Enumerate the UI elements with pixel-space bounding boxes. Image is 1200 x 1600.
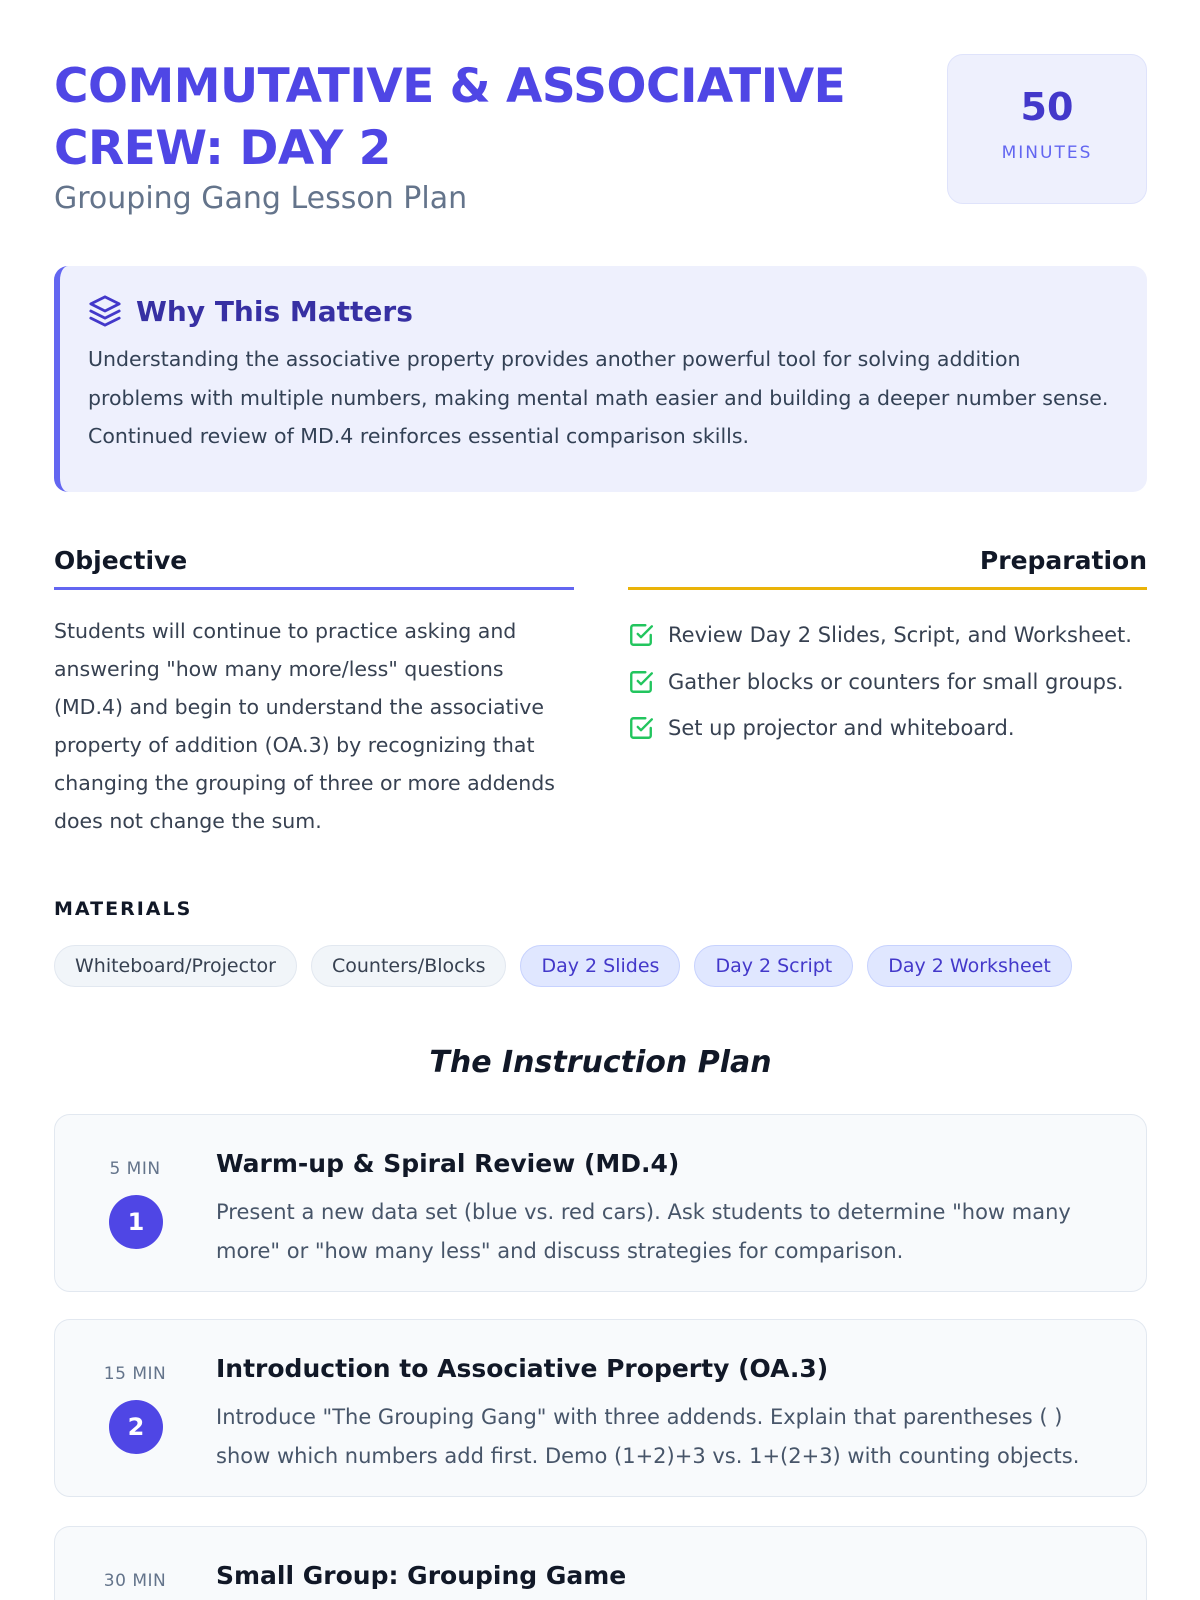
material-link-script[interactable]: Day 2 Script bbox=[694, 945, 853, 987]
preparation-item-text: Review Day 2 Slides, Script, and Worksheet. bbox=[668, 623, 1132, 648]
page-subtitle: Grouping Gang Lesson Plan bbox=[54, 181, 468, 216]
step-description: Introduce "The Grouping Gang" with three addends. Explain that parentheses ( ) show which numbers add first. Demo (1+2)+3 vs. 1+(2+3) with counting objects. bbox=[216, 1405, 1080, 1468]
step-title: Warm-up & Spiral Review (MD.4) bbox=[216, 1149, 680, 1178]
step-number: 1 bbox=[109, 1195, 163, 1249]
plan-step bbox=[54, 1526, 1147, 1600]
why-header bbox=[88, 294, 1117, 328]
why-title: Why This Matters bbox=[136, 294, 413, 328]
preparation-list bbox=[628, 612, 1147, 752]
plan-step bbox=[54, 1114, 1147, 1292]
duration-value: 50 bbox=[1020, 85, 1074, 129]
material-link-worksheet[interactable]: Day 2 Worksheet bbox=[867, 945, 1072, 987]
material-link-slides[interactable]: Day 2 Slides bbox=[520, 945, 680, 987]
why-text: Understanding the associative property provides another powerful tool for solving addition problems with multiple numbers, making mental math easier and building a deeper number sense. Continued review of MD.4 reinforces essential comparison skills. bbox=[88, 347, 1109, 448]
checkbox-checked-icon bbox=[628, 622, 654, 648]
objective-text: Students will continue to practice asking and answering "how many more/less" questions (MD.4) and begin to understand the associative property of addition (OA.3) by recognizing that changing the grouping of three or more addends does not change the sum. bbox=[54, 619, 555, 833]
why-this-matters-callout bbox=[54, 266, 1147, 492]
step-time: 15 MIN bbox=[103, 1364, 167, 1384]
material-chip-whiteboard: Whiteboard/Projector bbox=[54, 945, 297, 987]
preparation-item bbox=[628, 705, 1147, 752]
step-number: 2 bbox=[109, 1400, 163, 1454]
step-description: Present a new data set (blue vs. red cars). Ask students to determine "how many more" or "how many less" and discuss strategies for comparison. bbox=[216, 1200, 1071, 1263]
lesson-plan-page bbox=[54, 0, 1147, 1591]
preparation-heading: Preparation bbox=[628, 546, 1147, 590]
instruction-plan-title: The Instruction Plan bbox=[429, 1045, 772, 1080]
step-time: 5 MIN bbox=[109, 1159, 161, 1179]
objective-section bbox=[54, 546, 574, 840]
preparation-item bbox=[628, 659, 1147, 706]
layers-icon bbox=[88, 294, 122, 328]
preparation-item bbox=[628, 612, 1147, 659]
duration-unit: MINUTES bbox=[1001, 143, 1093, 163]
materials-label: MATERIALS bbox=[54, 898, 193, 920]
step-title: Small Group: Grouping Game bbox=[216, 1561, 627, 1590]
step-time: 30 MIN bbox=[103, 1571, 167, 1591]
preparation-item-text: Gather blocks or counters for small groups. bbox=[668, 669, 1124, 694]
step-title: Introduction to Associative Property (OA.3) bbox=[216, 1354, 829, 1383]
preparation-section bbox=[628, 546, 1147, 752]
objective-heading: Objective bbox=[54, 546, 574, 590]
preparation-item-text: Set up projector and whiteboard. bbox=[668, 716, 1015, 741]
plan-step bbox=[54, 1319, 1147, 1497]
header bbox=[54, 0, 1147, 240]
materials-chips bbox=[54, 945, 1086, 987]
page-title: COMMUTATIVE & ASSOCIATIVE CREW: DAY 2 bbox=[54, 59, 846, 176]
duration-badge bbox=[947, 54, 1147, 204]
checkbox-checked-icon bbox=[628, 669, 654, 695]
material-chip-counters: Counters/Blocks bbox=[311, 945, 507, 987]
checkbox-checked-icon bbox=[628, 715, 654, 741]
